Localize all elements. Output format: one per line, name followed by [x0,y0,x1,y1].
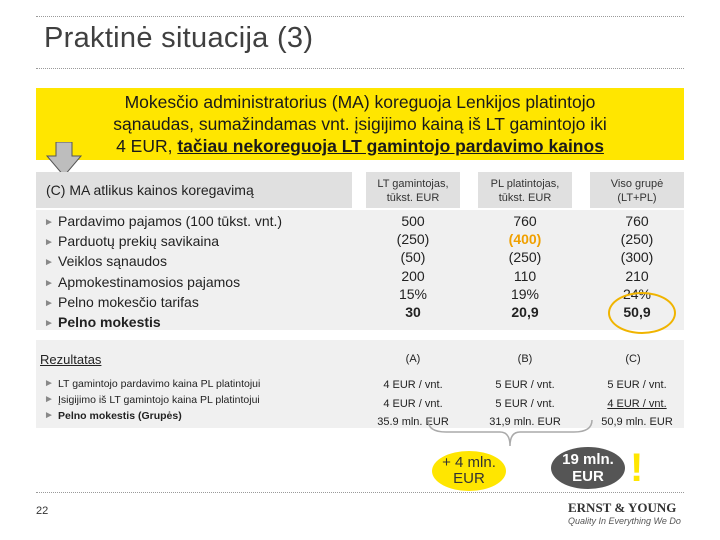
col-header-lt [366,172,460,208]
table-row-labels [44,212,282,333]
table-cell: 15% [398,285,428,302]
exclamation-icon: ! [630,446,644,490]
col-header-group-line2: (LT+PL) [617,192,657,204]
result-label-a: (A) [405,353,421,365]
difference-bubble [551,447,625,489]
col-header-lt-line1: LT gamintojas, [377,178,449,190]
summary-banner [36,88,684,160]
bullet-triangle-icon: ► [44,378,54,389]
increase-bubble [432,451,506,491]
col-header-group [590,172,684,208]
bullet-triangle-icon: ► [44,318,54,330]
table-cell: 110 [513,267,537,284]
list-item: ► Veiklos sąnaudos [44,252,282,272]
logo-tagline: Quality In Everything We Do [568,516,681,526]
title-top-rule [36,16,684,17]
title-bottom-rule [36,68,684,69]
banner-line-3-prefix: 4 EUR, [116,136,178,156]
brace-connector [426,418,596,452]
table-cell: 5 EUR / vnt. [607,379,667,391]
table-cell: (250) [620,231,654,248]
table-cell: 5 EUR / vnt. [495,397,555,410]
table-cell: 4 EUR / vnt. [383,379,443,391]
results-heading: Rezultatas [40,352,102,367]
page-number: 22 [36,505,49,517]
result-label-b: (B) [517,353,533,365]
banner-line-3 [36,135,684,157]
banner-line-1: Mokesčio administratorius (MA) koreguoja Lenkijos platintojo [124,92,596,112]
result-label-c: (C) [625,353,641,365]
table-cell: 500 [401,213,425,229]
list-item: ► Pelno mokestis [44,313,282,333]
table-cell: 760 [513,213,537,229]
results-list [44,376,260,424]
banner-line-3-emphasis: tačiau nekoreguoja LT gamintojo pardavimo kainos [177,136,604,156]
bullet-triangle-icon: ► [44,394,54,405]
company-logo [568,500,681,526]
bullet-triangle-icon: ► [44,217,54,228]
table-cell-highlighted: (400) [508,231,542,248]
list-item: ► Pelno mokesčio tarifas [44,293,282,313]
table-cell: (50) [400,249,426,266]
table-cell: (300) [620,249,654,266]
difference-bubble-line2: EUR [572,468,604,485]
col-header-lt-line2: tūkst. EUR [386,192,440,204]
column-pl-values [478,212,572,321]
list-item: ► Pelno mokestis (Grupės) [44,410,182,422]
increase-bubble-line1: + 4 mln. [442,454,496,471]
table-cell: 5 EUR / vnt. [495,379,555,391]
bullet-triangle-icon: ► [44,257,54,269]
bullet-triangle-icon: ► [44,237,54,249]
table-cell: 760 [625,213,649,229]
footer-rule [36,492,684,493]
list-item: ► Apmokestinamosios pajamos [44,273,282,293]
table-cell: 4 EUR / vnt. [383,397,443,410]
col-header-group-line1: Viso grupė [610,178,664,190]
list-item: ► Parduotų prekių savikaina [44,232,282,252]
table-cell: (250) [508,249,542,266]
increase-bubble-line2: EUR [453,470,485,487]
difference-bubble-line1: 19 mln. [562,451,614,468]
page-title: Praktinė situacija (3) [44,22,314,54]
banner-line-2: sąnaudas, sumažindamas vnt. įsigijimo kainą iš LT gamintojo iki [113,114,607,134]
table-heading: (C) MA atlikus kainos koregavimą [36,172,352,208]
col-header-pl-line1: PL platintojas, [490,178,560,190]
col-header-pl [478,172,572,208]
column-lt-values [366,212,460,321]
table-cell: 30 [405,304,421,321]
bullet-triangle-icon: ► [44,410,54,421]
list-item: ► Įsigijimo iš LT gamintojo kaina PL platintojui [44,394,260,406]
table-cell: 35.9 mln. EUR [377,416,449,428]
table-cell: 24% [622,285,652,302]
table-cell: 200 [401,267,425,284]
table-cell: (250) [396,231,430,248]
list-item: ► Pardavimo pajamos (100 tūkst. vnt.) [44,212,282,232]
logo-name: ERNST & YOUNG [568,500,677,515]
bullet-triangle-icon: ► [44,277,54,289]
table-cell: 31,9 mln. EUR [489,416,561,428]
bullet-triangle-icon: ► [44,297,54,309]
table-cell: 50,9 mln. EUR [601,416,673,428]
table-cell: 50,9 [623,304,651,321]
result-column-c [590,376,684,432]
table-cell: 210 [625,267,649,284]
list-item: ► LT gamintojo pardavimo kaina PL platintojui [44,378,261,390]
highlight-oval [608,292,676,334]
table-cell: 4 EUR / vnt. [607,397,667,410]
table-cell: 19% [510,285,540,302]
col-header-pl-line2: tūkst. EUR [498,192,552,204]
table-cell: 20,9 [511,304,539,321]
